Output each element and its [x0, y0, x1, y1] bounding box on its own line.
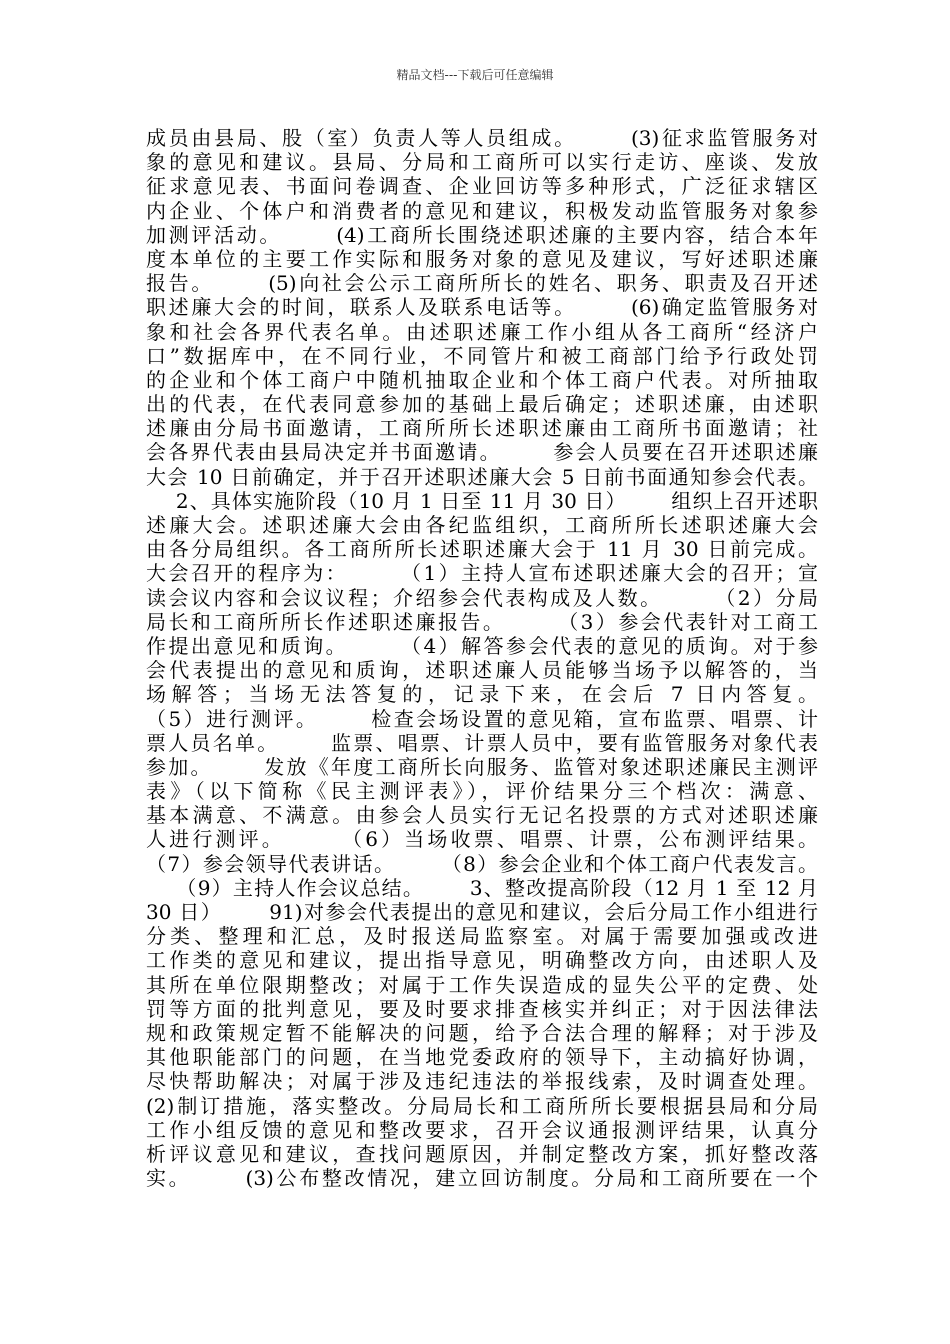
text-line: 报告。 (5)向社会公示工商所所长的姓名、职务、职责及召开述: [146, 271, 818, 296]
text-line: 其他职能部门的问题，在当地党委政府的领导下，主动搞好协调，: [146, 1045, 818, 1070]
text-line: 析评议意见和建议，查找问题原因，并制定整改方案，抓好整改落: [146, 1141, 818, 1166]
text-line: 内企业、个体户和消费者的意见和建议，积极发动监管服务对象参: [146, 198, 818, 223]
text-line: 工作类的意见和建议，提出指导意见，明确整改方向，由述职人及: [146, 948, 818, 973]
text-line: 局长和工商所所长作述职述廉报告。 （3）参会代表针对工商工: [146, 609, 818, 634]
text-line: 规和政策规定暂不能解决的问题，给予合法合理的解释；对于涉及: [146, 1020, 818, 1045]
text-line: 工作小组反馈的意见和整改要求，召开会议通报测评结果，认真分: [146, 1117, 818, 1142]
text-line: （9）主持人作会议总结。 3、整改提高阶段（12 月 1 至 12 月: [146, 875, 818, 900]
text-line: 会代表提出的意见和质询，述职述廉人员能够当场予以解答的，当: [146, 658, 818, 683]
text-line: 人进行测评。 （6）当场收票、唱票、计票，公布测评结果。: [146, 827, 818, 852]
text-line: 罚等方面的批判意见，要及时要求排查核实并纠正；对于因法律法: [146, 996, 818, 1021]
text-line: 大会召开的程序为： （1）主持人宣布述职述廉大会的召开；宣: [146, 561, 818, 586]
text-line: 征求意见表、书面问卷调查、企业回访等多种形式，广泛征求辖区: [146, 174, 818, 199]
text-line: 参加。 发放《年度工商所长向服务、监管对象述职述廉民主测评: [146, 754, 818, 779]
text-line: 加测评活动。 (4)工商所长围绕述职述廉的主要内容，结合本年: [146, 222, 818, 247]
text-line: 象和社会各界代表名单。由述职述廉工作小组从各工商所“经济户: [146, 319, 818, 344]
page-header: 精品文档---下载后可任意编辑: [396, 68, 554, 82]
text-line: 读会议内容和会议议程；介绍参会代表构成及人数。 （2）分局: [146, 585, 818, 610]
text-line: 由各分局组织。各工商所所长述职述廉大会于 11 月 30 日前完成。: [146, 537, 818, 562]
text-line: 象的意见和建议。县局、分局和工商所可以实行走访、座谈、发放: [146, 150, 818, 175]
text-line: （7）参会领导代表讲话。 （8）参会企业和个体工商户代表发言。: [146, 851, 818, 876]
text-line: 表》（以下简称《民主测评表》），评价结果分三个档次：满意、: [146, 779, 818, 804]
text-line: 的企业和个体工商户中随机抽取企业和个体工商户代表。对所抽取: [146, 367, 818, 392]
text-line: 作提出意见和质询。 （4）解答参会代表的意见的质询。对于参: [146, 633, 818, 658]
text-line: 其所在单位限期整改；对属于工作失误造成的显失公平的定费、处: [146, 972, 818, 997]
document-body: [146, 126, 818, 1190]
text-line: 出的代表，在代表同意参加的基础上最后确定；述职述廉，由述职: [146, 392, 818, 417]
text-line: 述廉大会。述职述廉大会由各纪监组织，工商所所长述职述廉大会: [146, 513, 818, 537]
text-line: (2)制订措施，落实整改。分局局长和工商所所长要根据县局和分局: [146, 1093, 818, 1118]
text-line: 场解答；当场无法答复的，记录下来，在会后 7 日内答复。: [146, 682, 818, 707]
text-line: 2、具体实施阶段（10 月 1 日至 11 月 30 日） 组织上召开述职: [146, 488, 818, 513]
text-line: 述廉由分局书面邀请，工商所所长述职述廉由工商所书面邀请；社: [146, 416, 818, 441]
text-line: 基本满意、不满意。由参会人员实行无记名投票的方式对述职述廉: [146, 803, 818, 828]
text-line: 票人员名单。 监票、唱票、计票人员中，要有监管服务对象代表: [146, 730, 818, 755]
text-line: 尽快帮助解决；对属于涉及违纪违法的举报线索，及时调查处理。: [146, 1069, 818, 1094]
text-line: 会各界代表由县局决定并书面邀请。 参会人员要在召开述职述廉: [146, 440, 818, 465]
text-line: 实。 (3)公布整改情况，建立回访制度。分局和工商所要在一个: [146, 1166, 818, 1191]
text-line: 大会 10 日前确定，并于召开述职述廉大会 5 日前书面通知参会代表。: [146, 464, 818, 489]
text-line: 30 日） 91)对参会代表提出的意见和建议，会后分局工作小组进行: [146, 900, 818, 924]
text-line: 度本单位的主要工作实际和服务对象的意见及建议，写好述职述廉: [146, 246, 818, 271]
text-line: 分类、整理和汇总，及时报送局监察室。对属于需要加强或改进: [146, 924, 818, 949]
text-line: 职述廉大会的时间，联系人及联系电话等。 (6)确定监管服务对: [146, 295, 818, 320]
text-line: 口”数据库中，在不同行业，不同管片和被工商部门给予行政处罚: [146, 343, 818, 368]
text-line: （5）进行测评。 检查会场设置的意见箱，宣布监票、唱票、计: [146, 706, 818, 731]
text-line: 成员由县局、股（室）负责人等人员组成。 (3)征求监管服务对: [146, 126, 818, 150]
